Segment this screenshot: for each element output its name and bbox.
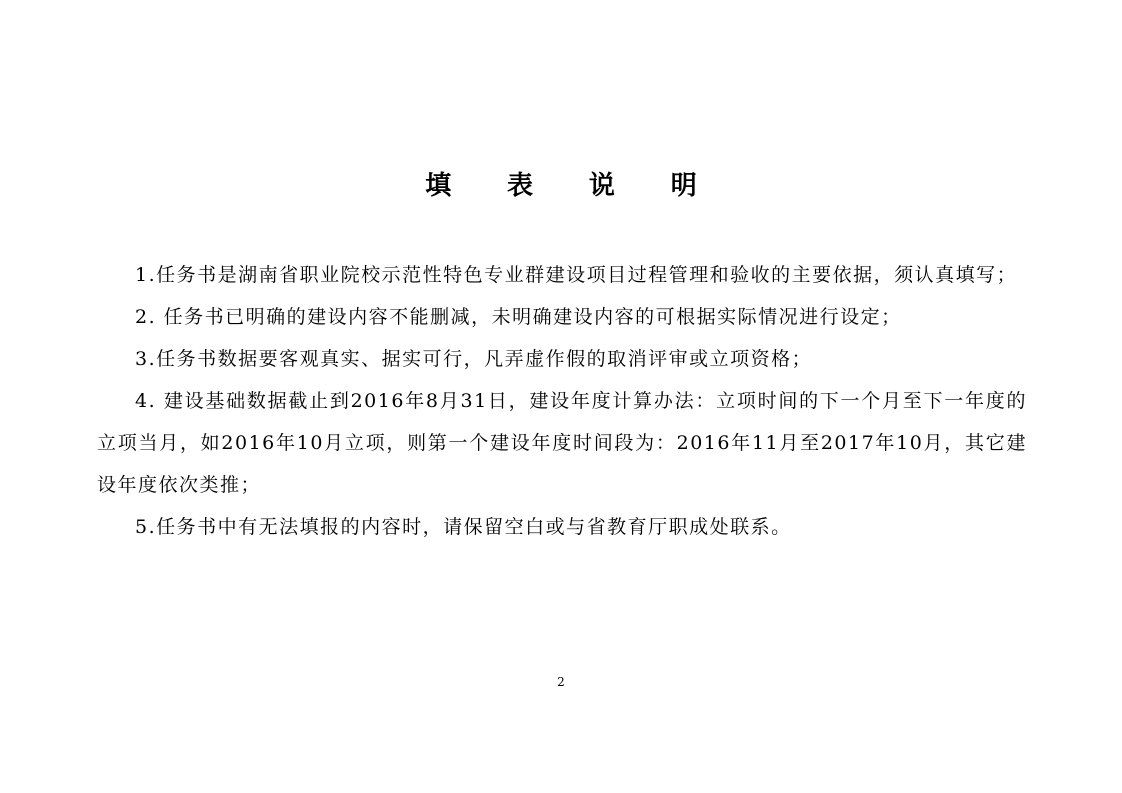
- instruction-item-1: 1.任务书是湖南省职业院校示范性特色专业群建设项目过程管理和验收的主要依据，须认真填写；: [135, 264, 1018, 286]
- instructions-body: [97, 254, 1027, 548]
- page-number: 2: [557, 675, 565, 689]
- instruction-item-3: 3.任务书数据要客观真实、据实可行，凡弄虚作假的取消评审或立项资格；: [135, 348, 813, 370]
- page-title: 填 表 说 明: [425, 171, 721, 201]
- instruction-item-5: 5.任务书中有无法填报的内容时，请保留空白或与省教育厅职成处联系。: [135, 516, 792, 538]
- instruction-item-4: 4. 建设基础数据截止到2016年8月31日，建设年度计算办法：立项时间的下一个月至下一年度的立项当月，如2016年10月立项，则第一个建设年度时间段为：2016年11月至2017年10月，其它建设年度依次类推；: [97, 390, 1027, 496]
- instruction-item-2: 2. 任务书已明确的建设内容不能删减，未明确建设内容的可根据实际情况进行设定；: [135, 306, 902, 328]
